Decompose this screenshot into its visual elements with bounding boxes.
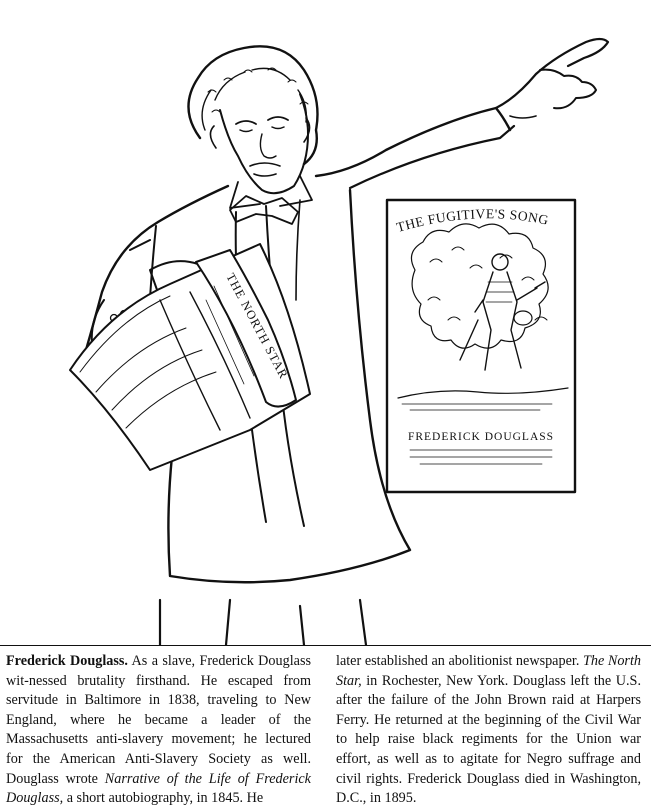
caption-newspaper-title: The North Star, [336, 653, 641, 689]
fugitives-song-poster [387, 200, 575, 492]
svg-text:THE FUGITIVE'S SONG [395, 206, 550, 235]
north-star-newspaper [70, 244, 310, 470]
poster-name: FREDERICK DOUGLASS [407, 431, 555, 443]
caption-text-1b: a short autobiography, in 1845. He [63, 790, 264, 807]
caption-book-title: Narrative of the Life of Frederick Douglass, [6, 770, 311, 807]
caption-text-2b: in Rochester, New York. Douglass left the U.S. after the failure of the John Brown raid at Harpers Ferry. He returned at the beginning of the Civil War to help raise black regiments for the Union war effort, as well as to agitate for Negro suffrage and civil rights. Frederick Douglass died in Washington, D.C., in 1895. [336, 672, 641, 807]
caption-column-left [6, 652, 311, 809]
poster-title: THE FUGITIVE'S SONG [394, 206, 551, 235]
caption-text-2a: later established an abolitionist newspaper. [336, 653, 583, 669]
caption-lead: Frederick Douglass. [6, 653, 128, 669]
caption-divider [0, 645, 651, 646]
caption-column-right [336, 652, 641, 809]
newspaper-title: THE NORTH STAR [223, 270, 292, 382]
caption-text-1a: As a slave, Frederick Douglass wit-nessed brutality firsthand. He escaped from servitude in Baltimore in 1838, traveling to New England, where he became a leader of the Massachusetts anti-slavery movement; he lectured for the American Anti-Slavery Society as well. Douglass wrote [6, 653, 311, 787]
